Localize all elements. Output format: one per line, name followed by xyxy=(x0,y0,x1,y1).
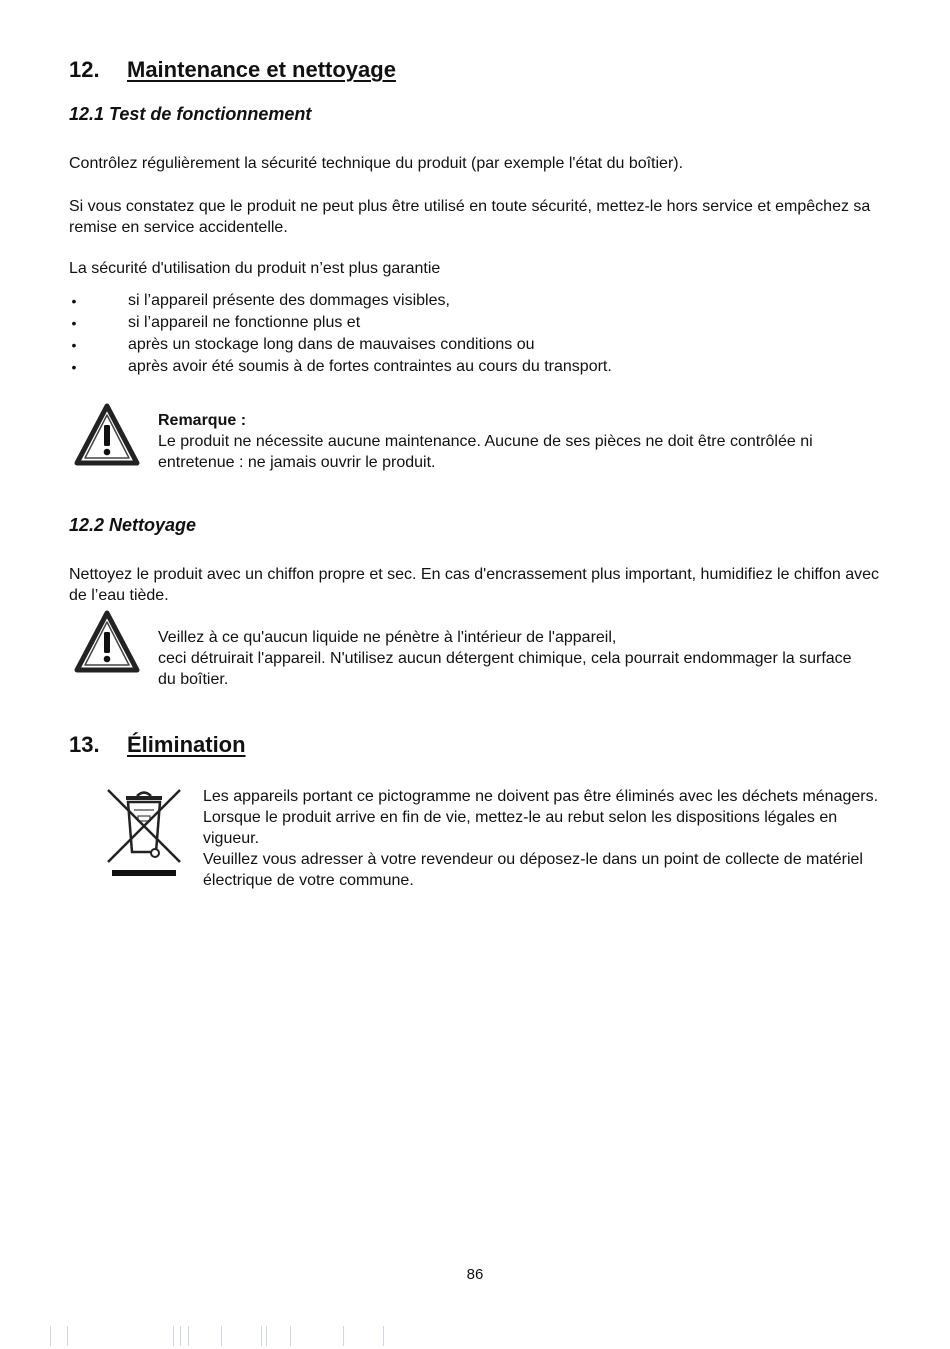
disposal-paragraph-2: Veuillez vous adresser à votre revendeur ou déposez-le dans un point de collecte de matériel électrique de votre commune. xyxy=(203,851,863,889)
section-number: 13. xyxy=(69,732,100,757)
bullet-glyph: • xyxy=(71,359,77,375)
warning-line-2: ceci détruirait l'appareil. N'utilisez aucun détergent chimique, cela pourrait endommager la surface du boîtier. xyxy=(158,650,852,688)
list-item: • si l’appareil présente des dommages visibles, xyxy=(69,290,879,312)
paragraph-cleaning: Nettoyez le produit avec un chiffon propre et sec. En cas d'encrassement plus important, humidifiez le chiffon avec de l’eau tiède. xyxy=(69,566,880,604)
note-text: Le produit ne nécessite aucune maintenance. Aucune de ses pièces ne doit être contrôlée ni entretenue : ne jamais ouvrir le produit. xyxy=(158,433,813,471)
section-13-heading xyxy=(69,732,246,758)
section-title: Maintenance et nettoyage xyxy=(127,57,396,82)
warning-line-1: Veillez à ce qu'aucun liquide ne pénètre à l'intérieur de l'appareil, xyxy=(158,629,617,646)
subsection-12-2-heading: 12.2 Nettoyage xyxy=(69,515,197,535)
warning-triangle-icon xyxy=(74,610,140,674)
section-title: Élimination xyxy=(127,732,246,757)
disposal-paragraph-1: Les appareils portant ce pictogramme ne doivent pas être éliminés avec les déchets ménagers. Lorsque le produit arrive en fin de vie, mettez-le au rebut selon les dispositions légales en vigueur. xyxy=(203,788,879,847)
section-number: 12. xyxy=(69,57,100,82)
bullet-glyph: • xyxy=(71,293,77,309)
list-item: • si l’appareil ne fonctionne plus et xyxy=(69,312,879,334)
bullet-glyph: • xyxy=(71,337,77,353)
section-12-heading xyxy=(69,57,396,83)
maintenance-note xyxy=(158,410,868,473)
list-item: • après un stockage long dans de mauvaises conditions ou xyxy=(69,334,879,356)
bullet-glyph: • xyxy=(71,315,77,331)
list-item: • après avoir été soumis à de fortes contraintes au cours du transport. xyxy=(69,356,879,378)
note-label: Remarque : xyxy=(158,412,247,429)
subsection-12-1-heading: 12.1 Test de fonctionnement xyxy=(69,104,312,124)
paragraph-safety-not-guaranteed: La sécurité d'utilisation du produit n’est plus garantie xyxy=(69,260,441,277)
warning-triangle-icon xyxy=(74,403,140,467)
paragraph-take-out-of-service: Si vous constatez que le produit ne peut plus être utilisé en toute sécurité, mettez-le hors service et empêchez sa remise en service accidentelle. xyxy=(69,198,871,236)
page-number: 86 xyxy=(466,1266,484,1283)
disposal-text xyxy=(203,786,883,891)
paragraph-check-safety: Contrôlez régulièrement la sécurité technique du produit (par exemple l'état du boîtier). xyxy=(69,155,684,172)
crossed-out-wheelie-bin-icon xyxy=(104,786,184,880)
liquid-warning xyxy=(158,627,868,690)
conditions-list xyxy=(69,290,879,378)
